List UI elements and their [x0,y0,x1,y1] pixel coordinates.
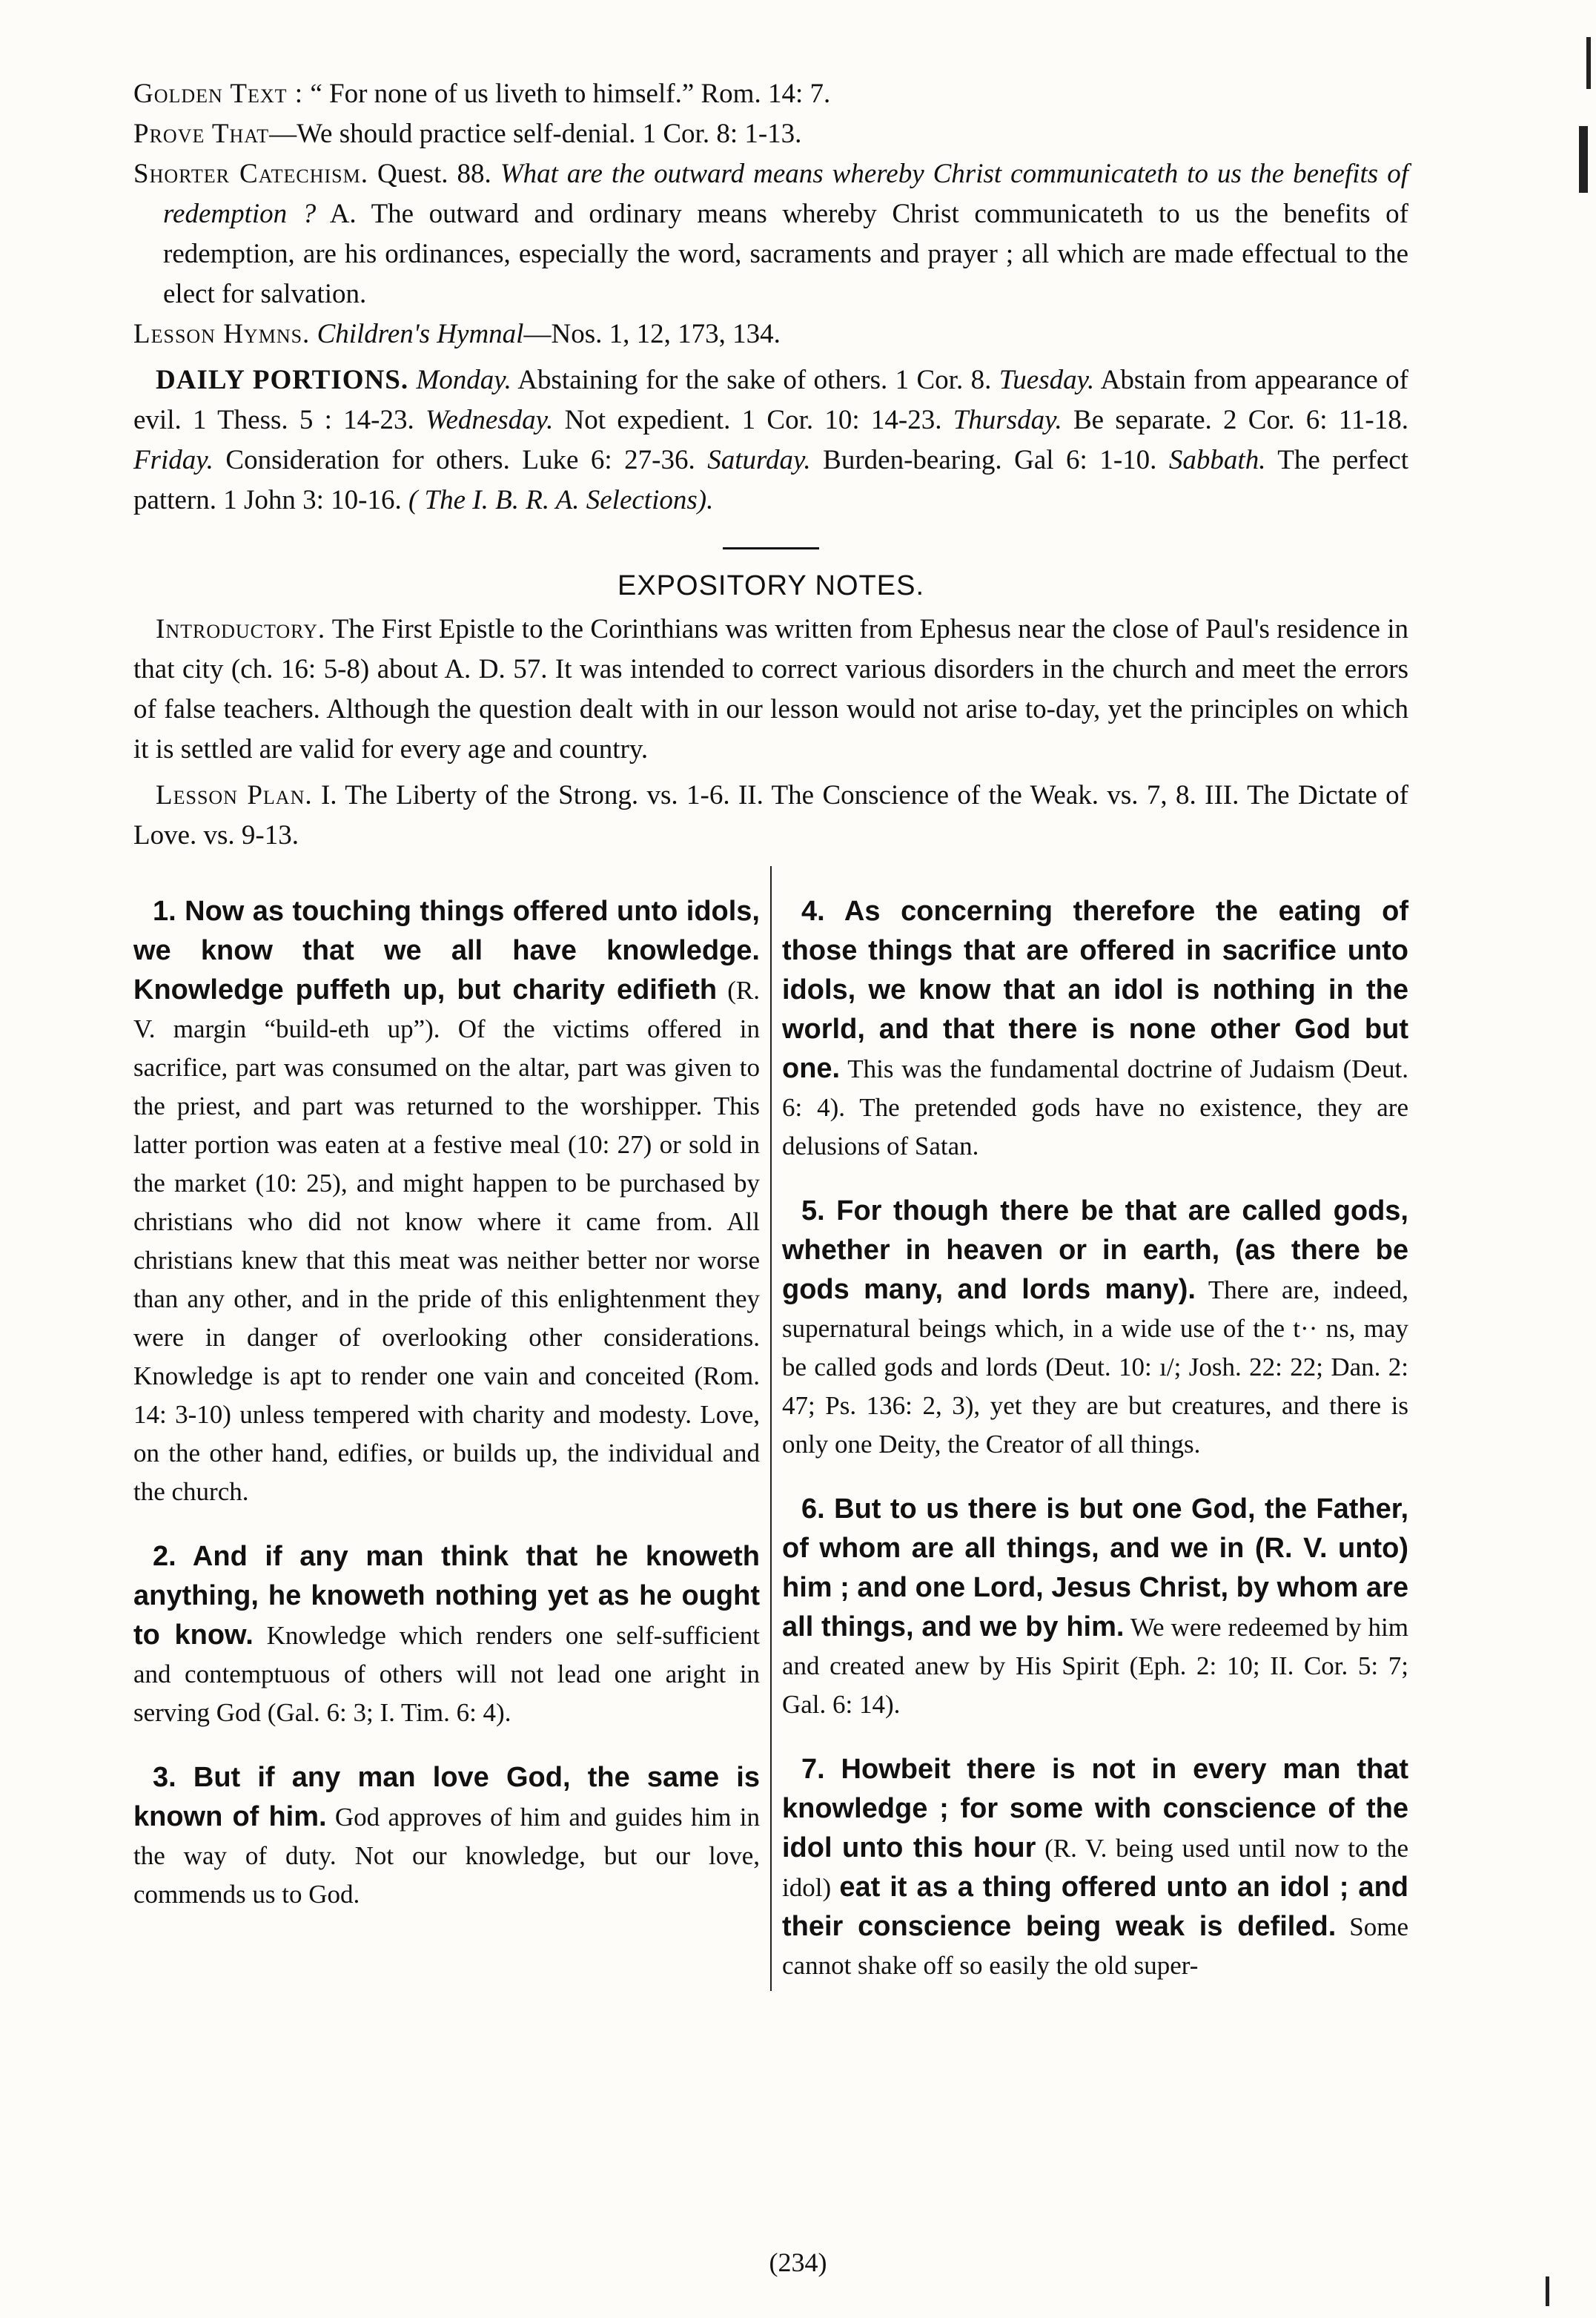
prove-that-label: Prove That [133,119,270,149]
section-divider [723,547,819,549]
left-column [133,866,770,1991]
verse-comment-continued: Some cannot shake off so easily the old super- [782,1912,1408,1980]
scan-mark-top-right [1586,37,1591,89]
verse-comment: God approves of him and guides him in the way of duty. Not our knowledge, but our love, commends us to God. [133,1803,760,1909]
verse-text: 7. Howbeit there is not in every man that knowledge ; for some with conscience of the idol unto this hour [782,1754,1408,1863]
verse-paragraph-7 [782,1750,1408,1985]
lesson-plan-label: Lesson Plan. [156,780,313,810]
verse-paragraph-4 [782,892,1408,1166]
scan-mark-top-right-2 [1579,126,1588,193]
verse-comment: There are, indeed, supernatural beings which, in a wide use of the t·· ns, may be called gods and lords (Deut. 10: ı/; Josh. 22: 22; Dan. 2: 47; Ps. 136: 2, 3), yet they are but creatures, and there is only one Deity, the Creator of all things. [782,1275,1408,1459]
verse-comment: (R. V. being used until now to the idol) [782,1834,1408,1902]
scan-mark-bottom-right [1546,2276,1549,2306]
daily-saturday: Burden-bearing. Gal 6: 1-10. [810,445,1169,475]
expository-heading: EXPOSITORY NOTES. [617,570,924,601]
daily-friday-day: Friday. [133,445,213,475]
right-column [770,866,1408,1991]
verse-comment: This was the fundamental doctrine of Judaism (Deut. 6: 4). The pretended gods have no existence, they are delusions of Satan. [782,1054,1408,1160]
hymns-numbers: —Nos. 1, 12, 173, 134. [523,319,781,349]
verse-paragraph-2 [133,1537,760,1732]
lesson-plan-paragraph [133,776,1408,856]
verse-text: 4. As concerning therefore the eating of those things that are offered in sacrifice unto idols, we know that an idol is nothing in the world, and that there is none other God but one. [782,896,1408,1084]
prove-that-text: —We should practice self-denial. 1 Cor. 8: 1-13. [269,119,802,149]
daily-tuesday: Abstain from appearance of evil. 1 Thess. 5 : 14-23. [133,365,1408,435]
page-body [133,74,1408,1991]
verse-columns [133,866,1408,1991]
daily-monday: Abstaining for the sake of others. 1 Cor. 8. [511,365,999,395]
verse-text: 3. But if any man love God, the same is known of him. [133,1762,760,1832]
daily-wednesday-day: Wednesday. [426,405,554,435]
daily-source: ( The I. B. R. A. Selections). [408,485,714,515]
daily-sabbath: The perfect pattern. 1 John 3: 10-16. [133,445,1409,515]
page-number: (234) [769,2248,827,2277]
hymns-label: Lesson Hymns. [133,319,311,349]
hymns-book: Children's Hymnal [310,319,524,349]
shorter-catechism [133,154,1408,314]
catechism-question: What are the outward means whereby Christ communicateth to us the benefits of redemption ? [163,159,1408,229]
verse-text: 2. And if any man think that he knoweth anything, he knoweth nothing yet as he ought to know. [133,1541,760,1651]
golden-text-label: Golden Text : [133,79,304,109]
golden-text: “ For none of us liveth to himself.” Rom. 14: 7. [303,79,831,109]
catechism-label: Shorter Catechism. [133,159,368,189]
daily-monday-day: Monday. [408,365,511,395]
verse-paragraph-3 [133,1758,760,1914]
verse-paragraph-6 [782,1490,1408,1724]
verse-paragraph-1 [133,892,760,1511]
daily-portions [133,360,1408,521]
lesson-plan-text: I. The Liberty of the Strong. vs. 1-6. II. The Conscience of the Weak. vs. 7, 8. III. The Dictate of Love. vs. 9-13. [133,780,1408,851]
introductory-text: The First Epistle to the Corinthians was written from Ephesus near the close of Paul's residence in that city (ch. 16: 5-8) about A. D. 57. It was intended to correct various disorders in the church and meet the errors of false teachers. Although the question dealt with in our lesson would not arise to-day, yet the principles on which it is settled are valid for every age and country. [133,614,1408,765]
verse-comment: (R. V. margin “build-eth up”). Of the victims offered in sacrifice, part was consumed on the altar, part was given to the priest, and part was returned to the worshipper. This latter portion was eaten at a festive meal (10: 27) or sold in the market (10: 25), and might happen to be purchased by christians who did not know where it came from. All christians knew that this meat was neither better nor worse than any other, and in the pride of this enlightenment they were in danger of overlooking other considerations. Knowledge is apt to render one vain and conceited (Rom. 14: 3-10) unless tempered with charity and modesty. Love, on the other hand, edifies, or builds up, the individual and the church. [133,976,760,1506]
verse-text: 5. For though there be that are called gods, whether in heaven or in earth, (as there be gods many, and lords many). [782,1195,1408,1305]
daily-friday: Consideration for others. Luke 6: 27-36. [213,445,708,475]
introductory-label: Introductory. [156,614,326,644]
daily-wednesday: Not expedient. 1 Cor. 10: 14-23. [553,405,953,435]
catechism-answer: A. The outward and ordinary means whereby Christ communicateth to us the benefits of redemption, are his ordinances, especially the word, sacraments and prayer ; all which are made effectual to the elect for salvation. [163,199,1408,309]
golden-text-line [133,74,1408,114]
introductory-paragraph [133,610,1408,770]
daily-portions-label: DAILY PORTIONS. [156,365,409,395]
verse-text: 6. But to us there is but one God, the Father, of whom are all things, and we in (R. V. unto) him ; and one Lord, Jesus Christ, by whom are all things, and we by him. [782,1493,1408,1642]
daily-saturday-day: Saturday. [707,445,811,475]
daily-tuesday-day: Tuesday. [999,365,1095,395]
daily-thursday: Be separate. 2 Cor. 6: 11-18. [1062,405,1408,435]
verse-comment: Knowledge which renders one self-sufficient and contemptuous of others will not lead one aright in serving God (Gal. 6: 3; I. Tim. 6: 4). [133,1621,760,1727]
daily-sabbath-day: Sabbath. [1168,445,1266,475]
verse-text-continued: eat it as a thing offered unto an idol ; and their conscience being weak is defiled. [782,1872,1408,1942]
verse-text: 1. Now as touching things offered unto idols, we know that we all have knowledge. Knowledge puffeth up, but charity edifieth [133,896,760,1006]
verse-paragraph-5 [782,1192,1408,1464]
lesson-hymns-line [133,314,1408,354]
prove-that-line [133,114,1408,154]
verse-comment: We were redeemed by him and created anew by His Spirit (Eph. 2: 10; II. Cor. 5: 7; Gal. 6: 14). [782,1613,1408,1719]
catechism-quest: Quest. 88. [368,159,500,189]
daily-thursday-day: Thursday. [953,405,1062,435]
